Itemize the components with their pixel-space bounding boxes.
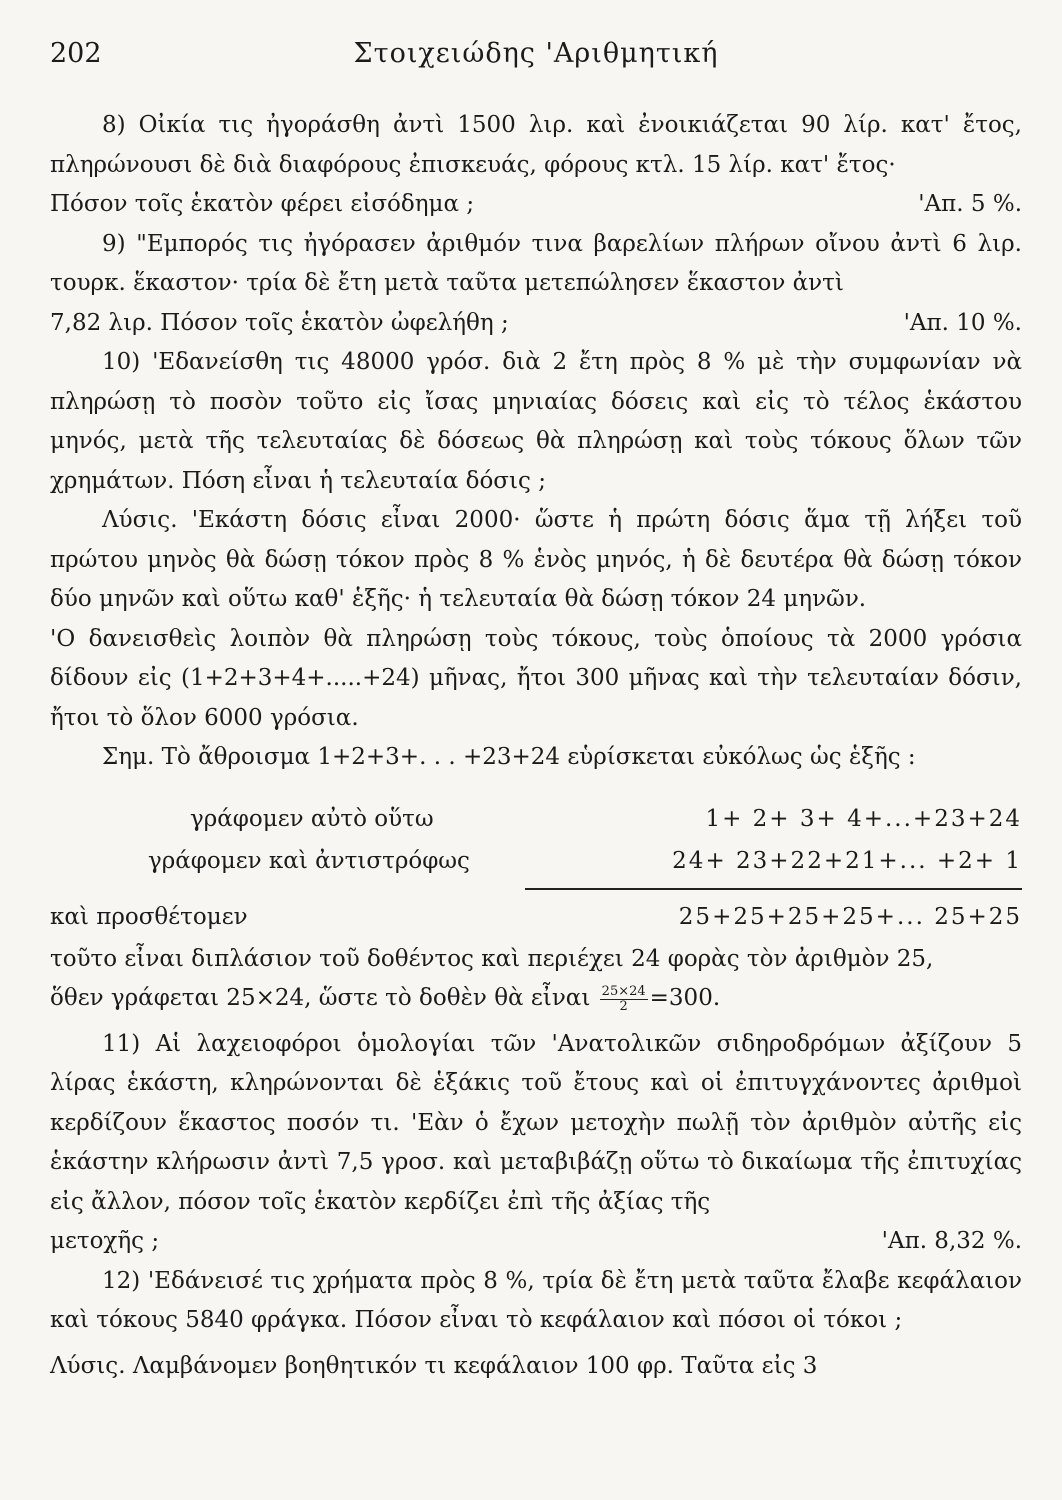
sum-row-total [50, 898, 1022, 938]
exercise-10: 10) 'Εδανείσθη τις 48000 γρόσ. διὰ 2 ἔτη πρὸς 8 % μὲ τὴν συμφωνίαν νὰ πληρώσῃ τὸ ποσὸν τοῦτο εἰς ἴσας μηνιαίας δόσεις καὶ εἰς τὸ τέλος ἑκάστου μηνός, μετὰ τῆς τελευταίας δὲ δόσεως θὰ πληρώσῃ καὶ τοὺς τόκους ὅλων τῶν χρημάτων. Πόση εἶναι ἡ τελευταία δόσις ; [50, 349, 1022, 494]
running-title: Στοιχειώδης 'Αριθμητική [353, 38, 719, 69]
sum-row-label: γράφομεν καὶ ἀντιστρόφως [148, 847, 470, 874]
sum-rule-line [525, 888, 1022, 890]
exercise-9-answer: 'Απ. 10 %. [903, 309, 1022, 336]
exercise-11-question: μετοχῆς ; [50, 1228, 160, 1254]
exercise-9-answer-line [50, 304, 1022, 344]
exercise-11-answer: 'Απ. 8,32 %. [881, 1228, 1022, 1254]
sum-row-expression: 25+25+25+25+... 25+25 [678, 903, 1022, 930]
sum-row-expression: 24+ 23+22+21+... +2+ 1 [672, 847, 1022, 874]
sum-row-reverse [50, 842, 1022, 882]
exercise-8: 8) Οἰκία τις ἠγοράσθη ἀντὶ 1500 λιρ. καὶ ἐνοικιάζεται 90 λίρ. κατ' ἔτος, πληρώνουσι δὲ διὰ διαφόρους ἐπισκευάς, φόρους κτλ. 15 λίρ. κατ' ἔτος· [50, 112, 1022, 178]
note-sum: Σημ. Τὸ ἄθροισμα 1+2+3+. . . +23+24 εὑρίσκεται εὐκόλως ὡς ἑξῆς : [102, 744, 916, 770]
fraction-denominator: 2 [619, 998, 628, 1014]
sum-row-forward [50, 800, 1022, 840]
exercise-8-question: Πόσον τοῖς ἑκατὸν φέρει εἰσόδημα ; [50, 191, 475, 217]
exercise-8-answer-line [50, 185, 1022, 225]
solution-10: Λύσις. 'Εκάστη δόσις εἶναι 2000· ὥστε ἡ πρώτη δόσις ἅμα τῇ λήξει τοῦ πρώτου μηνὸς θὰ δώσῃ τόκον πρὸς 8 % ἑνὸς μηνός, ἡ δὲ δευτέρα θὰ δώσῃ τόκον δύο μηνῶν καὶ οὕτω καθ' ἑξῆς· ἡ τελευταία θὰ δώσῃ τόκον 24 μηνῶν. [50, 507, 1022, 612]
fraction-numerator: 25×24 [601, 983, 646, 999]
solution-10-continued: 'Ο δανεισθεὶς λοιπὸν θὰ πληρώσῃ τοὺς τόκους, τοὺς ὁποίους τὰ 2000 γρόσια δίδουν εἰς (1+2+3+4+.....+24) μῆνας, ἤτοι 300 μῆνας καὶ τὴν τελευταίαν δόσιν, ἤτοι τὸ ὅλον 6000 γρόσια. [50, 625, 1022, 731]
exercise-11-answer-line [50, 1222, 1022, 1262]
exercise-12: 12) 'Εδάνεισέ τις χρήματα πρὸς 8 %, τρία δὲ ἔτη μετὰ ταῦτα ἔλαβε κεφάλαιον καὶ τόκους 5840 φράγκα. Πόσον εἶναι τὸ κεφάλαιον καὶ πόσοι οἱ τόκοι ; [50, 1267, 1022, 1333]
sum-result-text: ὅθεν γράφεται 25×24, ὥστε τὸ δοθὲν θὰ εἶναι [50, 985, 591, 1011]
sum-result-value: =300. [649, 985, 721, 1011]
page-number: 202 [50, 38, 102, 69]
sum-derivation [50, 800, 1022, 940]
book-page [50, 38, 1022, 1386]
exercise-8-answer: 'Απ. 5 %. [918, 191, 1022, 217]
sum-explanation: τοῦτο εἶναι διπλάσιον τοῦ δοθέντος καὶ περιέχει 24 φορὰς τὸν ἀριθμὸν 25, [50, 945, 934, 972]
sum-row-label: καὶ προσθέτομεν [50, 903, 248, 930]
sum-row-label: γράφομεν αὐτὸ οὕτω [190, 805, 434, 832]
sum-result [50, 979, 1022, 1019]
solution-12: Λύσις. Λαμβάνομεν βοηθητικόν τι κεφάλαιον 100 φρ. Ταῦτα εἰς 3 [50, 1352, 818, 1379]
page-body [50, 106, 1022, 1386]
sum-row-expression: 1+ 2+ 3+ 4+...+23+24 [705, 805, 1022, 832]
fraction [600, 985, 648, 1014]
page-header [50, 38, 1022, 82]
exercise-9: 9) "Εμπορός τις ἠγόρασεν ἀριθμόν τινα βαρελίων πλήρων οἴνου ἀντὶ 6 λιρ. τουρκ. ἕκαστον· τρία δὲ ἔτη μετὰ ταῦτα μετεπώλησεν ἕκαστον ἀντὶ [50, 230, 1022, 296]
exercise-11: 11) Αἱ λαχειοφόροι ὁμολογίαι τῶν 'Ανατολικῶν σιδηροδρόμων ἀξίζουν 5 λίρας ἑκάστη, κληρώνονται δὲ ἑξάκις τοῦ ἔτους καὶ οἱ ἐπιτυγχάνοντες ἀριθμοὶ κερδίζουν ἕκαστος ποσόν τι. 'Εὰν ὁ ἔχων μετοχὴν πωλῇ τὸν ἀριθμὸν αὐτῆς εἰς ἑκάστην κλήρωσιν ἀντὶ 7,5 γροσ. καὶ μεταβιβάζῃ οὕτω τὸ δικαίωμα τῆς ἐπιτυχίας εἰς ἄλλον, πόσον τοῖς ἑκατὸν κερδίζει ἐπὶ τῆς ἀξίας τῆς [50, 1030, 1022, 1215]
exercise-9-question: 7,82 λιρ. Πόσον τοῖς ἑκατὸν ὠφελήθη ; [50, 309, 509, 336]
